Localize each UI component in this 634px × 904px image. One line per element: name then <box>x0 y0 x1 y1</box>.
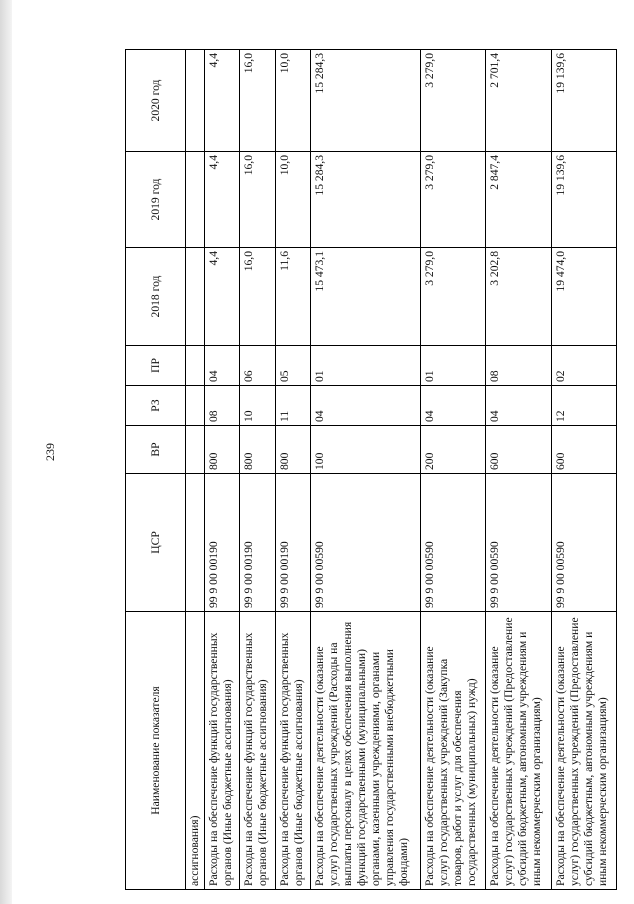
row-2018: 19 474,0 <box>551 248 616 346</box>
row-2019: 3 279,0 <box>421 152 486 248</box>
row-vr: 200 <box>421 426 486 474</box>
row-2020: 2 701,4 <box>486 50 551 152</box>
row-2020: 19 139,6 <box>551 50 616 152</box>
row-rz: 04 <box>310 386 420 426</box>
header-name: Наименование показателя <box>126 612 186 890</box>
row-rz: 12 <box>551 386 616 426</box>
header-2018: 2018 год <box>126 248 186 346</box>
row-2019: 4,4 <box>205 152 240 248</box>
row-csr: 99 9 00 00190 <box>240 474 275 612</box>
row-rz: 08 <box>205 386 240 426</box>
row-2018: 11,6 <box>275 248 310 346</box>
row-name: Расходы на обеспечение деятельности (оказание услуг) государственных учреждений (Предоставление субсидий бюджетным, автономным учреждениям и иным некоммерческим организациям) <box>551 612 616 890</box>
table-row <box>421 50 486 890</box>
row-rz: 10 <box>240 386 275 426</box>
row-2018: 3 202,8 <box>486 248 551 346</box>
row-2018: 15 473,1 <box>310 248 420 346</box>
row-csr: 99 9 00 00590 <box>486 474 551 612</box>
page-number: 239 <box>43 443 57 461</box>
row-2019: 16,0 <box>240 152 275 248</box>
table-row <box>310 50 420 890</box>
table-row <box>486 50 551 890</box>
row-2019: 15 284,3 <box>310 152 420 248</box>
row-pr: 05 <box>275 346 310 386</box>
row-vr: 800 <box>205 426 240 474</box>
continuation-row <box>186 50 205 890</box>
row-2019: 19 139,6 <box>551 152 616 248</box>
table-row <box>240 50 275 890</box>
row-csr: 99 9 00 00190 <box>275 474 310 612</box>
row-name: Расходы на обеспечение деятельности (оказание услуг) государственных учреждений (Предоставление субсидий бюджетным, автономным учреждениям и иным некоммерческим организациям) <box>486 612 551 890</box>
table-row <box>551 50 616 890</box>
row-2020: 10,0 <box>275 50 310 152</box>
row-csr: 99 9 00 00590 <box>421 474 486 612</box>
header-vr: ВР <box>126 426 186 474</box>
row-pr: 01 <box>421 346 486 386</box>
row-name: Расходы на обеспечение деятельности (оказание услуг) государственных учреждений (Расходы на выплаты персоналу в целях обеспечения выполнения функций государственными (муниципальными) органами, казенными учреждениями, органами управления государственными внебюджетными фондами) <box>310 612 420 890</box>
row-2020: 15 284,3 <box>310 50 420 152</box>
rotated-table-container <box>125 50 617 890</box>
row-pr: 06 <box>240 346 275 386</box>
row-rz: 11 <box>275 386 310 426</box>
row-2020: 4,4 <box>205 50 240 152</box>
row-pr: 01 <box>310 346 420 386</box>
row-vr: 600 <box>551 426 616 474</box>
scan-edge <box>0 0 12 904</box>
row-2019: 10,0 <box>275 152 310 248</box>
row-pr: 08 <box>486 346 551 386</box>
row-vr: 600 <box>486 426 551 474</box>
row-name: Расходы на обеспечение функций государственных органов (Иные бюджетные ассигнования) <box>205 612 240 890</box>
continuation-cell: ассигнования) <box>186 612 205 890</box>
header-rz: РЗ <box>126 386 186 426</box>
row-vr: 100 <box>310 426 420 474</box>
row-pr: 02 <box>551 346 616 386</box>
table-row <box>275 50 310 890</box>
row-vr: 800 <box>275 426 310 474</box>
row-2020: 16,0 <box>240 50 275 152</box>
budget-table <box>125 49 617 890</box>
row-name: Расходы на обеспечение функций государственных органов (Иные бюджетные ассигнования) <box>275 612 310 890</box>
header-pr: ПР <box>126 346 186 386</box>
row-2019: 2 847,4 <box>486 152 551 248</box>
row-2018: 3 279,0 <box>421 248 486 346</box>
header-row <box>126 50 186 890</box>
row-name: Расходы на обеспечение деятельности (оказание услуг) государственных учреждений (Закупка товаров, работ и услуг для обеспечения государственных (муниципальных) нужд) <box>421 612 486 890</box>
row-csr: 99 9 00 00590 <box>310 474 420 612</box>
header-2020: 2020 год <box>126 50 186 152</box>
header-csr: ЦСР <box>126 474 186 612</box>
row-2018: 16,0 <box>240 248 275 346</box>
row-rz: 04 <box>421 386 486 426</box>
header-2019: 2019 год <box>126 152 186 248</box>
table-row <box>205 50 240 890</box>
row-rz: 04 <box>486 386 551 426</box>
row-2018: 4,4 <box>205 248 240 346</box>
row-csr: 99 9 00 00190 <box>205 474 240 612</box>
row-2020: 3 279,0 <box>421 50 486 152</box>
row-pr: 04 <box>205 346 240 386</box>
row-csr: 99 9 00 00590 <box>551 474 616 612</box>
row-name: Расходы на обеспечение функций государственных органов (Иные бюджетные ассигнования) <box>240 612 275 890</box>
row-vr: 800 <box>240 426 275 474</box>
